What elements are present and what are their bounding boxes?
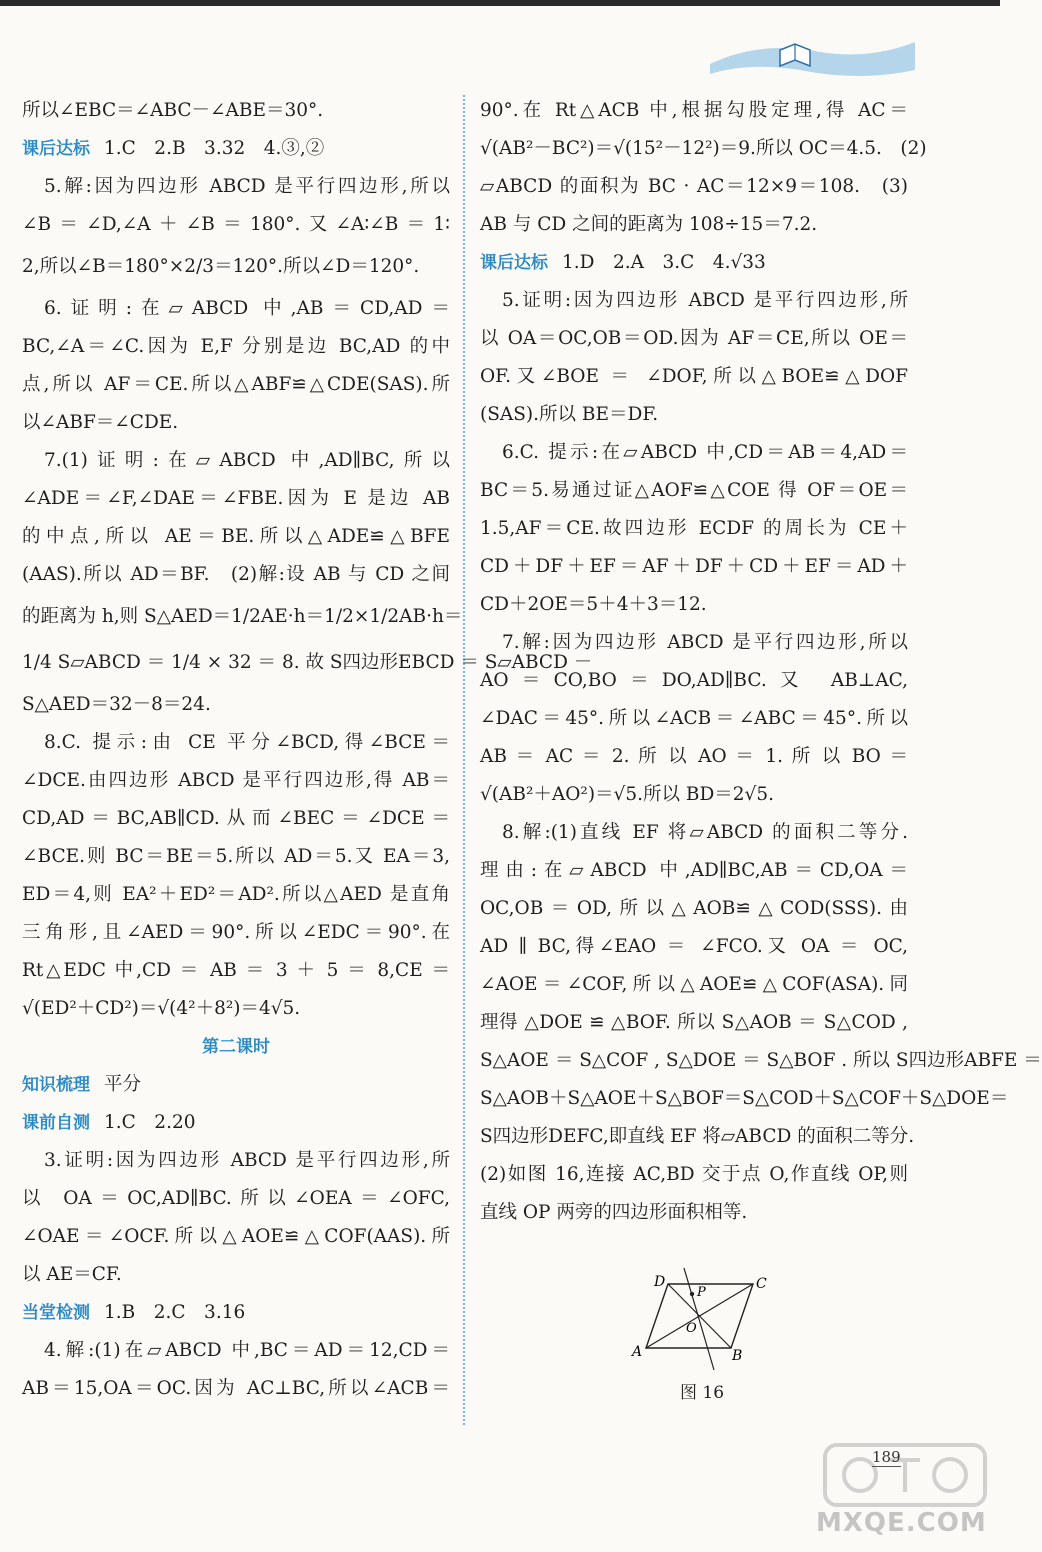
section-label: 当堂检测 xyxy=(22,1303,90,1323)
text-line xyxy=(480,1004,908,1042)
text-line xyxy=(480,92,908,130)
line-text: (AAS).所以 AD＝BF. (2)解:设 AB 与 CD 之间 xyxy=(22,564,450,585)
text-line xyxy=(480,700,908,738)
text-line xyxy=(22,1142,450,1180)
text-line xyxy=(22,952,450,990)
text-line xyxy=(480,130,927,168)
line-text: ∠OAE＝∠OCF.所以△AOE≌△COF(AAS).所 xyxy=(22,1226,450,1247)
section-label: 课后达标 xyxy=(480,253,548,273)
line-text: 7.(1)证明:在▱ABCD 中,AD∥BC,所以 xyxy=(44,450,450,471)
line-text: 理得 △DOE ≌ △BOF. 所以 S△AOB ＝ S△COD , xyxy=(480,1012,908,1033)
text-line xyxy=(22,168,450,206)
text-line xyxy=(22,1066,450,1104)
line-text: 以 OA＝OC,AD∥BC.所以∠OEA＝∠OFC, xyxy=(22,1188,450,1209)
line-text: √(AB²－BC²)＝√(15²－12²)＝9.所以 OC＝4.5. (2) xyxy=(480,138,927,159)
text-line xyxy=(22,480,450,518)
text-line xyxy=(480,1194,908,1232)
figure-label-a: A xyxy=(632,1344,643,1360)
line-text: 3.证明:因为四边形 ABCD 是平行四边形,所 xyxy=(44,1150,450,1171)
text-line xyxy=(480,472,908,510)
section-title: 第二课时 xyxy=(202,1037,270,1057)
line-text: 理由:在▱ABCD 中,AD∥BC,AB＝CD,OA＝ xyxy=(480,860,908,881)
text-line xyxy=(480,282,908,320)
figure-caption: 图 16 xyxy=(680,1383,725,1403)
figure-label-p: P xyxy=(697,1285,706,1300)
text-line xyxy=(480,776,908,814)
text-line xyxy=(22,290,450,328)
text-line xyxy=(22,724,450,762)
text-line xyxy=(22,1180,450,1218)
watermark-text: MXQE.COM xyxy=(816,1508,987,1538)
column-divider xyxy=(463,95,465,1425)
line-text: (SAS).所以 BE＝DF. xyxy=(480,404,659,425)
line-text: ∠BCE.则 BC＝BE＝5.所以 AD＝5.又 EA＝3, xyxy=(22,846,450,867)
line-text: AB＝15,OA＝OC.因为 AC⊥BC,所以∠ACB＝ xyxy=(22,1378,450,1399)
line-text: ▱ABCD 的面积为 BC · AC＝12×9＝108. (3) xyxy=(480,176,908,197)
line-text: 8.C. 提示:由 CE 平分∠BCD,得∠BCE＝ xyxy=(44,732,450,753)
text-line xyxy=(480,206,908,244)
text-line xyxy=(480,662,908,700)
figure-label-b: B xyxy=(732,1348,743,1364)
text-line xyxy=(480,624,908,662)
text-line xyxy=(480,1118,915,1156)
text-line xyxy=(480,890,908,928)
text-line xyxy=(22,1256,450,1294)
line-text: Rt△EDC 中,CD ＝ AB ＝ 3 ＋ 5 ＝ 8,CE ＝ xyxy=(22,960,450,981)
figure-label-o: O xyxy=(686,1321,697,1336)
text-line xyxy=(22,518,450,556)
text-line xyxy=(22,328,450,366)
line-text: S△AOB＋S△AOE＋S△BOF＝S△COD＋S△COF＋S△DOE＝ xyxy=(480,1088,1009,1109)
text-line xyxy=(480,1080,1009,1118)
line-text: CD＋2OE＝5＋4＋3＝12. xyxy=(480,594,707,615)
text-line xyxy=(22,366,450,404)
line-text: ∠DCE.由四边形 ABCD 是平行四边形,得 AB＝ xyxy=(22,770,450,791)
line-text: 6.C. 提示:在▱ABCD 中,CD＝AB＝4,AD＝ xyxy=(502,442,908,463)
line-text: AD ∥ BC,得∠EAO ＝ ∠FCO.又 OA ＝ OC, xyxy=(480,936,908,957)
line-text: 1.5,AF＝CE.故四边形 ECDF 的周长为 CE＋ xyxy=(480,518,908,539)
line-text: ∠DAC＝45°.所以∠ACB＝∠ABC＝45°.所以 xyxy=(480,708,908,729)
line-text: S△AOE ＝ S△COF , S△DOE ＝ S△BOF . 所以 S四边形ABFE ＝ xyxy=(480,1050,1042,1071)
book-banner-icon xyxy=(700,30,920,80)
line-text: 三角形,且∠AED＝90°.所以∠EDC＝90°.在 xyxy=(22,922,450,943)
section-label: 知识梳理 xyxy=(22,1075,90,1095)
line-text: ∠B＝∠D,∠A＋∠B＝180°.又∠A∶∠B＝1∶ xyxy=(22,214,450,235)
text-line xyxy=(480,586,908,624)
line-text: 1.C 2.20 xyxy=(104,1112,196,1133)
text-line xyxy=(480,168,908,206)
text-line xyxy=(480,320,908,358)
section-label: 课前自测 xyxy=(22,1113,90,1133)
line-text: √(ED²＋CD²)＝√(4²＋8²)＝4√5. xyxy=(22,998,301,1019)
line-text: (2)如图 16,连接 AC,BD 交于点 O,作直线 OP,则 xyxy=(480,1164,908,1185)
line-text: 1.B 2.C 3.16 xyxy=(104,1302,246,1323)
section-label: 课后达标 xyxy=(22,139,90,159)
line-text: 1.C 2.B 3.32 4.③,② xyxy=(104,138,325,159)
text-line xyxy=(22,800,450,838)
line-text: S四边形DEFC,即直线 EF 将▱ABCD 的面积二等分. xyxy=(480,1126,915,1147)
text-line xyxy=(22,556,450,594)
line-text: 2,所以∠B＝180°×2/3＝120°.所以∠D＝120°. xyxy=(22,256,420,277)
text-line xyxy=(480,1156,908,1194)
line-text: 4.解:(1)在▱ABCD 中,BC＝AD＝12,CD＝ xyxy=(44,1340,450,1361)
text-line xyxy=(480,396,908,434)
text-line xyxy=(480,244,908,282)
figure-16-parallelogram xyxy=(628,1266,778,1376)
line-text: 直线 OP 两旁的四边形面积相等. xyxy=(480,1202,748,1223)
line-text: 以∠ABF＝∠CDE. xyxy=(22,412,179,433)
text-line xyxy=(22,92,450,130)
text-line xyxy=(480,814,908,852)
line-text: CD,AD＝BC,AB∥CD.从而∠BEC＝∠DCE＝ xyxy=(22,808,450,829)
text-line xyxy=(22,876,450,914)
line-text: 7.解:因为四边形 ABCD 是平行四边形,所以 xyxy=(502,632,908,653)
text-line xyxy=(22,442,450,480)
text-line xyxy=(22,838,450,876)
line-text: 的中点,所以 AE＝BE.所以△ADE≌△BFE xyxy=(22,526,450,547)
line-text: 5.证明:因为四边形 ABCD 是平行四边形,所 xyxy=(502,290,908,311)
text-line xyxy=(22,990,450,1028)
text-line xyxy=(22,1104,450,1142)
line-text: 8.解:(1)直线 EF 将▱ABCD 的面积二等分. xyxy=(502,822,908,843)
text-line xyxy=(480,1042,1042,1080)
line-text: BC＝5.易通过证△AOF≌△COE 得 OF＝OE＝ xyxy=(480,480,908,501)
text-line xyxy=(480,966,908,1004)
line-text: AB 与 CD 之间的距离为 108÷15＝7.2. xyxy=(480,214,818,235)
line-text: 的距离为 h,则 S△AED＝1/2AE·h＝1/2×1/2AB·h＝ xyxy=(22,606,463,627)
line-text: OC,OB＝OD,所以△AOB≌△COD(SSS).由 xyxy=(480,898,908,919)
text-line xyxy=(22,1218,450,1256)
text-line xyxy=(480,548,908,586)
text-line xyxy=(22,130,450,168)
text-line xyxy=(22,1332,450,1370)
text-line xyxy=(480,852,908,890)
text-line xyxy=(480,434,908,472)
line-text: 6.证明:在▱ABCD 中,AB＝CD,AD＝ xyxy=(44,298,450,319)
figure-label-d: D xyxy=(654,1274,666,1290)
top-border xyxy=(0,0,1000,6)
text-line xyxy=(22,914,450,952)
line-text: ∠ADE＝∠F,∠DAE＝∠FBE.因为 E 是边 AB xyxy=(22,488,450,509)
text-line xyxy=(22,404,450,442)
text-line xyxy=(22,686,450,724)
line-text: AO＝CO,BO＝DO,AD∥BC.又 AB⊥AC, xyxy=(480,670,908,691)
text-line xyxy=(480,358,908,396)
text-line xyxy=(22,640,593,686)
line-text: 点,所以 AF＝CE.所以△ABF≌△CDE(SAS).所 xyxy=(22,374,450,395)
text-line xyxy=(480,738,908,776)
line-text: 90°.在 Rt△ACB 中,根据勾股定理,得 AC＝ xyxy=(480,100,908,121)
line-text: √(AB²＋AO²)＝√5.所以 BD＝2√5. xyxy=(480,784,774,805)
line-text: 1/4 S▱ABCD ＝ 1/4 × 32 ＝ 8. 故 S四边形EBCD ＝ S▱ABCD － xyxy=(22,652,593,673)
line-text: ED＝4,则 EA²＋ED²＝AD².所以△AED 是直角 xyxy=(22,884,450,905)
line-text: 平分 xyxy=(104,1074,142,1095)
text-line xyxy=(22,762,450,800)
text-line xyxy=(22,244,450,290)
text-line xyxy=(22,1294,450,1332)
line-text: OF.又∠BOE ＝ ∠DOF,所以△BOE≌△DOF xyxy=(480,366,908,387)
text-line xyxy=(480,928,908,966)
figure-label-c: C xyxy=(756,1276,767,1292)
text-line xyxy=(22,594,463,640)
text-line xyxy=(22,206,450,244)
line-text: BC,∠A＝∠C.因为 E,F 分别是边 BC,AD 的中 xyxy=(22,336,450,357)
line-text: 所以∠EBC＝∠ABC－∠ABE＝30°. xyxy=(22,100,324,121)
line-text: CD＋DF＋EF＝AF＋DF＋CD＋EF＝AD＋ xyxy=(480,556,908,577)
line-text: 以 AE＝CF. xyxy=(22,1264,122,1285)
line-text: AB ＝ AC ＝ 2. 所 以 AO ＝ 1. 所 以 BO ＝ xyxy=(480,746,908,767)
line-text: 以 OA＝OC,OB＝OD.因为 AF＝CE,所以 OE＝ xyxy=(480,328,908,349)
page-number: 189 xyxy=(872,1448,901,1466)
text-line xyxy=(22,1370,450,1408)
line-text: S△AED＝32－8＝24. xyxy=(22,694,211,715)
right-column xyxy=(480,92,1042,1232)
text-line xyxy=(480,510,908,548)
line-text: 1.D 2.A 3.C 4.√33 xyxy=(562,252,766,273)
line-text: ∠AOE＝∠COF,所以△AOE≌△COF(ASA).同 xyxy=(480,974,908,995)
line-text: 5.解:因为四边形 ABCD 是平行四边形,所以 xyxy=(44,176,450,197)
